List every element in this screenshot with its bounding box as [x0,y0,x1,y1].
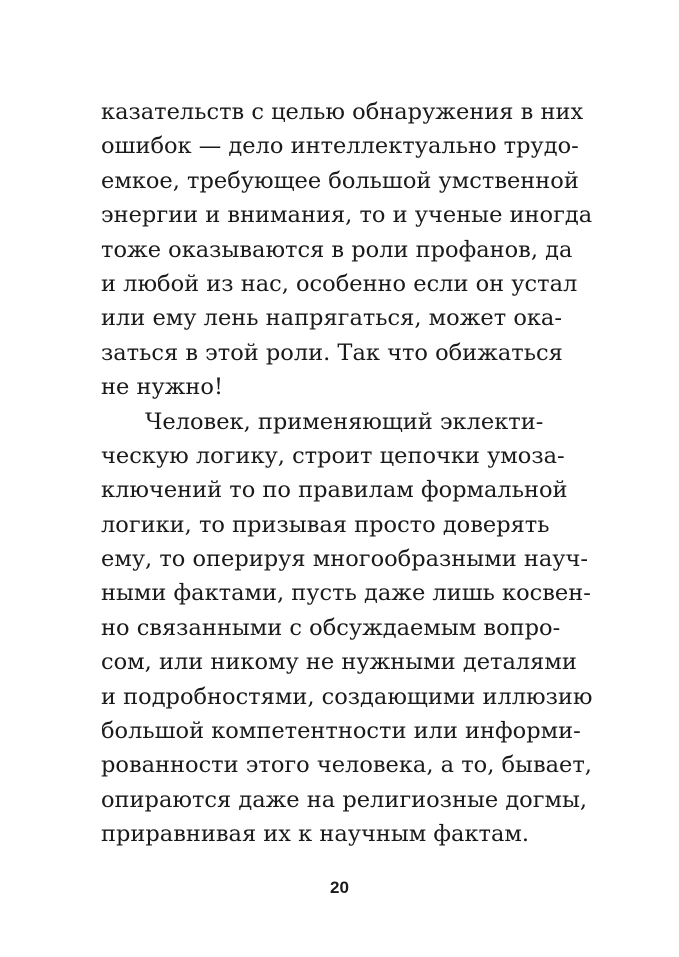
text-line: энергии и внимания, то и ученые иногда [101,202,593,229]
text-line: и любой из нас, особенно если он устал [101,270,578,297]
text-line: опираются даже на религиозные догмы, [101,786,588,813]
text-line: но связанными с обсуждаемым вопро- [101,614,561,641]
text-line: заться в этой роли. Так что обижаться [101,339,563,366]
text-line: ему, то оперируя многообразными науч- [101,546,588,573]
text-line: ческую логику, строит цепочки умоза- [101,442,565,469]
text-line: большой компетентности или информи- [101,718,581,745]
text-line: приравнивая их к научным фактам. [101,821,530,848]
text-line: ными фактами, пусть даже лишь косвен- [101,580,591,607]
body-text [101,95,591,852]
text-line: казательств с целью обнаружения в них [101,99,584,125]
text-line: ошибок — дело интеллектуально трудо- [101,133,579,160]
text-line: емкое, требующее большой умственной [101,167,579,194]
text-line: рованности этого человека, а то, бывает, [101,752,592,779]
paragraph-first-line: Человек, применяющий эклекти- [145,408,544,435]
text-line: не нужно! [101,374,223,401]
text-line: ключений то по правилам формальной [101,477,568,504]
page-number: 20 [330,878,349,897]
text-line: или ему лень напрягаться, может ока- [101,305,562,332]
text-line: сом, или никому не нужными деталями [101,649,577,676]
text-line: и подробностями, создающими иллюзию [101,683,593,710]
text-line: логики, то призывая просто доверять [101,511,550,538]
text-line: тоже оказываются в роли профанов, да [101,236,573,263]
